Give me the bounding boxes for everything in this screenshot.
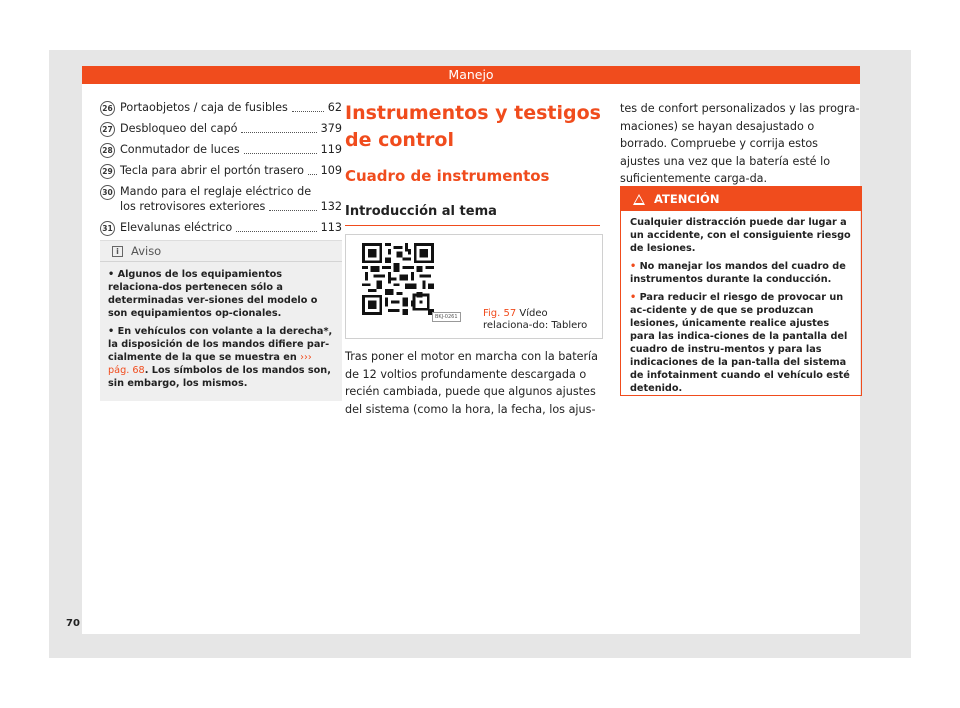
list-item bbox=[100, 220, 342, 235]
warning-text: Cualquier distracción puede dar lugar a un accidente, con el consiguiente riesgo de lesiones. bbox=[630, 217, 851, 254]
figure-caption-text: Vídeo relaciona-do: Tablero bbox=[483, 308, 588, 331]
page-reference[interactable]: 379 bbox=[320, 122, 342, 135]
item-label: Conmutador de luces bbox=[120, 143, 240, 156]
item-label: Elevalunas eléctrico bbox=[120, 221, 233, 234]
warning-box bbox=[620, 186, 862, 396]
warning-bullet bbox=[630, 260, 852, 286]
leader-dots bbox=[244, 153, 317, 154]
list-item bbox=[100, 142, 342, 157]
page-reference[interactable]: 113 bbox=[320, 221, 342, 234]
page-reference[interactable]: 119 bbox=[320, 143, 342, 156]
page-reference[interactable]: 62 bbox=[327, 101, 342, 114]
qr-code-icon[interactable] bbox=[362, 243, 434, 315]
warning-bullet-text: No manejar los mandos del cuadro de instrumentos durante la conducción. bbox=[630, 261, 846, 285]
list-item bbox=[100, 121, 342, 136]
note-body bbox=[100, 262, 342, 390]
body-paragraph: Tras poner el motor en marcha con la batería de 12 voltios profundamente descargada o recién cambiada, puede que algunos ajustes del sistema (como la hora, la fecha, los ajus- bbox=[345, 350, 599, 416]
leader-dots bbox=[241, 132, 316, 133]
note-text: Algunos de los equipamientos relaciona-dos pertenecen sólo a determinadas ver-siones del modelo o son equipamientos op-cionales. bbox=[108, 269, 318, 319]
warning-bullet-text: Para reducir el riesgo de provocar un ac-cidente y de que se produzcan lesiones, únicamente realice ajustes para las indica-ciones de la pantalla del cuadro de instru-mentos y para las indicaciones de la pan-talla del sistema de infotainment cuando el vehículo esté detenido. bbox=[630, 292, 850, 394]
item-number-badge: 28 bbox=[100, 143, 115, 158]
section-title: Instrumentos y testigos de control bbox=[345, 102, 601, 151]
list-item bbox=[100, 100, 342, 115]
leader-dots bbox=[308, 174, 317, 175]
note-header bbox=[100, 241, 342, 262]
leader-dots bbox=[269, 210, 316, 211]
leader-dots bbox=[236, 231, 316, 232]
list-item bbox=[100, 184, 342, 214]
warning-title: ATENCIÓN bbox=[654, 192, 720, 206]
item-number-badge: 29 bbox=[100, 164, 115, 179]
title-underline bbox=[345, 225, 600, 226]
note-text: . Los símbolos de los mandos son, sin embargo, los mismos. bbox=[108, 365, 331, 389]
note-bullet: • En vehículos con volante a la derecha*, la disposición de los mandos difiere par-cialmente de la que se muestra en ››› pág. 68. Los símbolos de los mandos son, sin embargo, los mismos. bbox=[108, 326, 333, 389]
item-number-badge: 26 bbox=[100, 101, 115, 116]
item-label: los retrovisores exteriores bbox=[120, 200, 266, 213]
bullet-icon: • bbox=[630, 261, 637, 272]
item-number-badge: 27 bbox=[100, 122, 115, 137]
item-label: Portaobjetos / caja de fusibles bbox=[120, 101, 288, 114]
page-number: 70 bbox=[66, 618, 80, 629]
figure-box bbox=[345, 234, 603, 339]
warning-bullet bbox=[630, 291, 852, 395]
figure-code: BKJ-0261 bbox=[432, 312, 461, 322]
subsection-title: Cuadro de instrumentos bbox=[345, 167, 550, 185]
section-header: Manejo bbox=[82, 66, 860, 84]
note-bullet: • Algunos de los equipamientos relaciona-dos pertenecen sólo a determinadas ver-siones del modelo o son equipamientos op-cionales. bbox=[108, 269, 318, 319]
figure-caption bbox=[483, 308, 595, 332]
item-number-badge: 31 bbox=[100, 221, 115, 236]
body-paragraph: tes de confort personalizados y las progra-maciones) se hayan desajustado o borrado. Compruebe y corrija estos ajustes una vez que la batería esté lo suficientemente carga-da. bbox=[620, 102, 860, 185]
leader-dots bbox=[292, 111, 324, 112]
warning-header bbox=[621, 187, 861, 211]
figure-label: Fig. 57 bbox=[483, 308, 517, 319]
page-reference[interactable]: 132 bbox=[320, 200, 342, 213]
topic-title: Introducción al tema bbox=[345, 204, 497, 219]
item-number-badge: 30 bbox=[100, 185, 115, 200]
warning-triangle-icon bbox=[633, 194, 645, 205]
item-label: Desbloqueo del capó bbox=[120, 122, 238, 135]
note-box bbox=[100, 240, 342, 401]
list-item bbox=[100, 163, 342, 178]
note-title: Aviso bbox=[131, 244, 162, 258]
item-label: Tecla para abrir el portón trasero bbox=[120, 164, 304, 177]
component-list bbox=[100, 100, 342, 241]
page-reference[interactable]: 109 bbox=[320, 164, 342, 177]
item-label-line1: Mando para el reglaje eléctrico de bbox=[120, 185, 312, 198]
page-link[interactable]: ››› pág. 68 bbox=[108, 352, 312, 376]
info-icon: i bbox=[112, 246, 123, 257]
warning-body bbox=[621, 211, 861, 395]
bullet-icon: • bbox=[630, 292, 637, 303]
note-text: En vehículos con volante a la derecha*, la disposición de los mandos difiere par-cialmente de la que se muestra en bbox=[108, 326, 333, 363]
